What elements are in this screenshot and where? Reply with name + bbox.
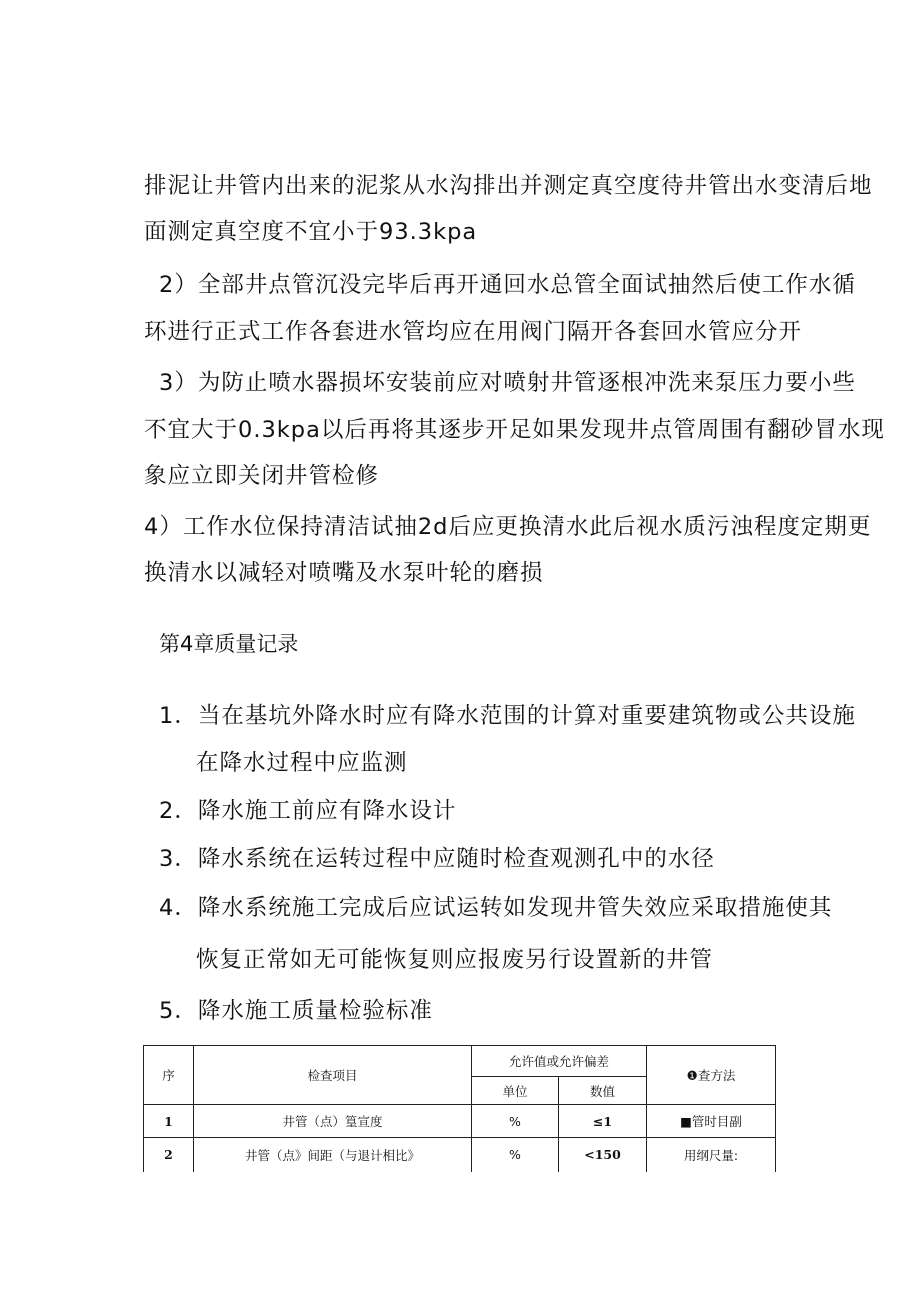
record-5: 5．降水施工质量检验标准: [159, 998, 433, 1024]
row-1-unit: %: [472, 1105, 559, 1138]
paragraph-4-line-2: 换清水以减轻对喷嘴及水泵叶轮的磨损: [144, 560, 544, 586]
header-method: ❶查方法: [647, 1046, 776, 1105]
table-header-row: [144, 1046, 776, 1077]
row-2-value: <150: [559, 1138, 647, 1172]
table-row: [144, 1105, 776, 1138]
paragraph-2-line-1: 2）全部井点管沉没完毕后再开通回水总管全面试抽然后使工作水循: [159, 272, 856, 298]
record-1-line-1: 1．当在基坑外降水时应有降水范围的计算对重要建筑物或公共设施: [159, 703, 856, 729]
row-2-item: 井管（点》间距（与退计相比》: [194, 1138, 472, 1172]
row-1-seq: 1: [144, 1105, 194, 1138]
row-2-unit: %: [472, 1138, 559, 1172]
paragraph-4-line-1: 4）工作水位保持清洁试抽2d后应更换清水此后视水质污浊程度定期更: [144, 514, 872, 540]
paragraph-2-line-2: 环进行正式工作各套进水管均应在用阀门隔开各套回水管应分开: [144, 319, 803, 345]
record-2: 2．降水施工前应有降水设计: [159, 798, 457, 824]
chapter-heading: 第4章质量记录: [159, 632, 299, 656]
record-4-line-2: 恢复正常如无可能恢复则应报废另行设置新的井管: [196, 947, 714, 973]
header-value: 数值: [559, 1077, 647, 1105]
row-2-seq: 2: [144, 1138, 194, 1172]
row-1-method: ■管时目副: [647, 1105, 776, 1138]
paragraph-1-line-2: 面测定真空度不宜小于93.3kpa: [144, 219, 478, 245]
record-4-line-1: 4．降水系统施工完成后应试运转如发现井管失效应采取措施使其: [159, 895, 833, 921]
row-1-value: ≤1: [559, 1105, 647, 1138]
quality-standard-table: [143, 1045, 776, 1172]
record-3: 3．降水系统在运转过程中应随时检查观测孔中的水径: [159, 846, 715, 872]
paragraph-3-line-2: 不宜大于0.3kpa以后再将其逐步开足如果发现井点管周围有翻砂冒水现: [144, 417, 885, 443]
table-row: [144, 1138, 776, 1172]
record-1-line-2: 在降水过程中应监测: [196, 750, 408, 776]
paragraph-1-line-1: 排泥让井管内出来的泥浆从水沟排出并测定真空度待井管出水变清后地: [144, 173, 873, 199]
paragraph-3-line-3: 象应立即关闭井管检修: [144, 463, 380, 489]
header-unit: 单位: [472, 1077, 559, 1105]
paragraph-3-line-1: 3）为防止喷水器损坏安装前应对喷射井管逐根冲洗来泵压力要小些: [159, 370, 856, 396]
header-item: 检查项目: [194, 1046, 472, 1105]
row-2-method: 用纲尺量:: [647, 1138, 776, 1172]
header-allowance: 允许值或允许偏差: [472, 1046, 647, 1077]
row-1-item: 井管（点）篁宣度: [194, 1105, 472, 1138]
header-seq: 序: [144, 1046, 194, 1105]
